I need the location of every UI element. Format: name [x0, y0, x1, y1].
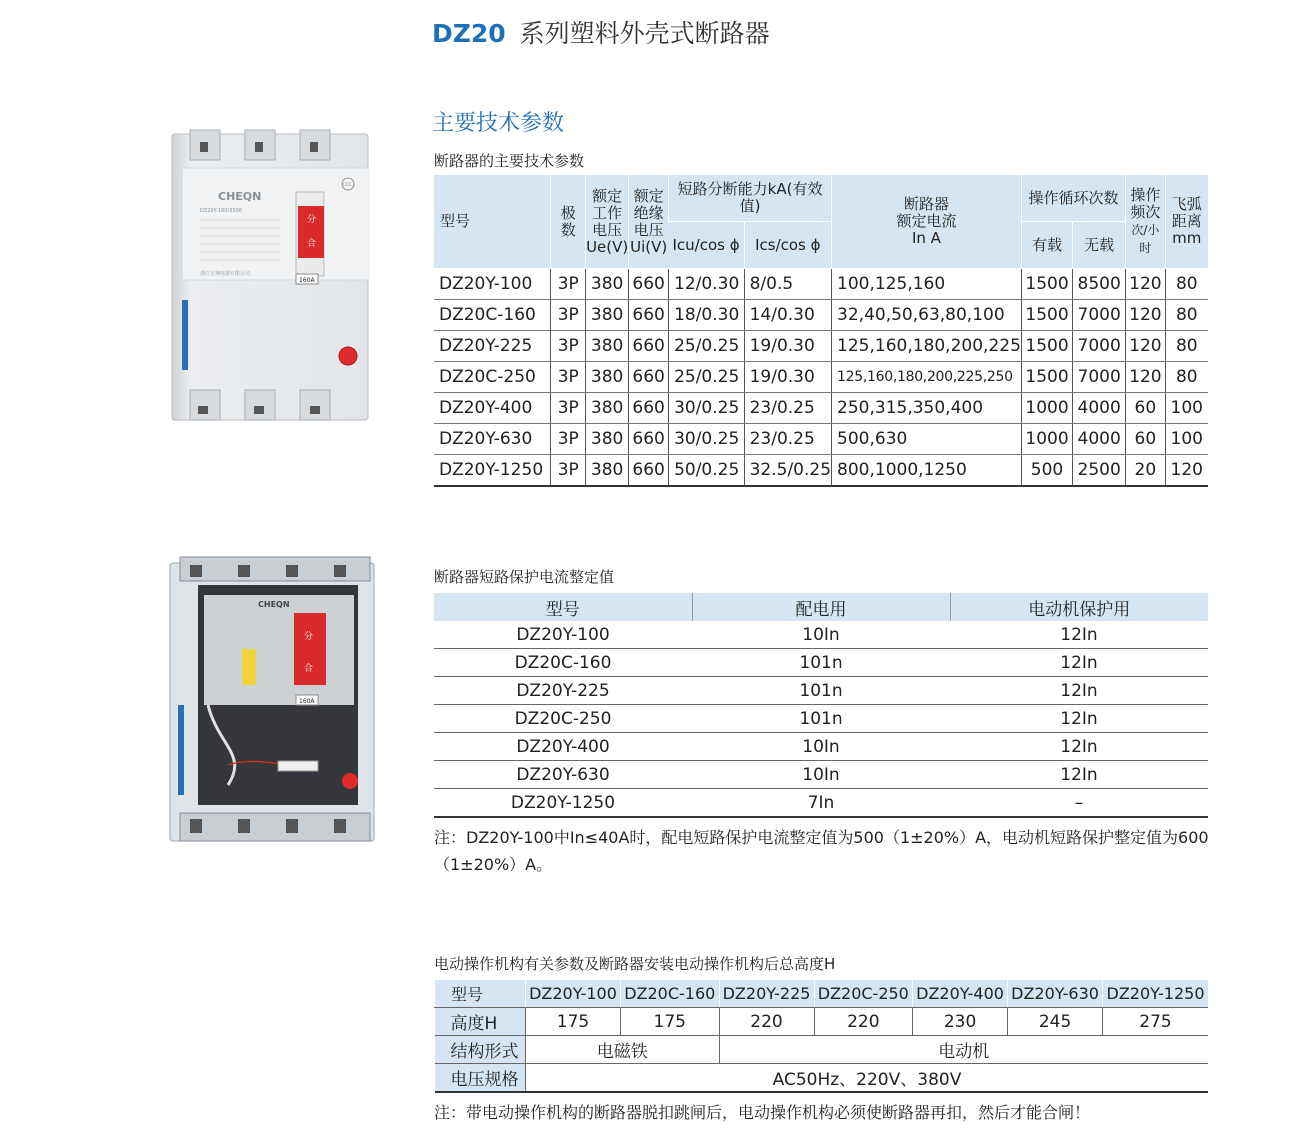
table-cell: DZ20Y-225: [434, 677, 692, 705]
table3-note: 注：带电动操作机构的断路器脱扣跳闸后，电动操作机构必须使断路器再扣，然后才能合闸！: [434, 1103, 1091, 1122]
model-cell: DZ20Y-1250: [1103, 980, 1208, 1008]
table-cell: 250,315,350,400: [832, 393, 1022, 424]
header-freq: 操作 频次 次/小时: [1126, 175, 1165, 269]
svg-text:分: 分: [304, 632, 314, 642]
table-cell: 100,125,160: [832, 269, 1022, 300]
svg-text:浙江正翔电器有限公司: 浙江正翔电器有限公司: [200, 271, 251, 277]
svg-text:DZ20Y-160/3300: DZ20Y-160/3300: [200, 208, 242, 214]
title-code: DZ20: [432, 19, 506, 48]
table-cell: 660: [629, 362, 669, 393]
short-circuit-setting-body: [434, 621, 1208, 817]
table-row: [434, 424, 1208, 455]
table-cell: 32,40,50,63,80,100: [832, 300, 1022, 331]
short-circuit-setting-table: [434, 593, 1208, 818]
table-cell: 7000: [1073, 331, 1126, 362]
table-cell: 120: [1126, 300, 1165, 331]
table-row: [434, 621, 1208, 649]
table-cell: DZ20Y-100: [434, 621, 692, 649]
model-row: 型号 DZ20Y-100 DZ20C-160 DZ20Y-225 DZ20C-250 DZ20Y-400 DZ20Y-630 DZ20Y-1250: [435, 980, 1209, 1008]
table-cell: 2500: [1073, 455, 1126, 487]
header-unloaded: 无载: [1073, 222, 1126, 269]
breaker-transparent-product-image: [168, 555, 376, 845]
table-cell: 7In: [692, 789, 950, 818]
model-cell: DZ20C-160: [621, 980, 720, 1008]
header-cycles: 操作循环次数: [1021, 175, 1125, 222]
table-row: [434, 331, 1208, 362]
table-row: [434, 393, 1208, 424]
table-cell: 7000: [1073, 300, 1126, 331]
table-cell: 660: [629, 331, 669, 362]
trip-button-icon: [339, 347, 357, 365]
table-cell: 120: [1165, 455, 1208, 487]
table-cell: 500,630: [832, 424, 1022, 455]
table-cell: DZ20C-160: [434, 649, 692, 677]
table-cell: 20: [1126, 455, 1165, 487]
svg-text:160A: 160A: [299, 698, 315, 705]
svg-text:合: 合: [304, 664, 314, 674]
height-cell: 175: [621, 1008, 720, 1036]
svg-text:CCC: CCC: [343, 182, 352, 187]
table-cell: 380: [586, 331, 629, 362]
table-cell: 380: [586, 362, 629, 393]
table-row: [434, 677, 1208, 705]
table-cell: 12In: [950, 761, 1208, 789]
table-cell: 3P: [551, 424, 586, 455]
table-cell: 8500: [1073, 269, 1126, 300]
height-row: 高度H 175 175 220 220 230 245 275: [435, 1008, 1209, 1036]
table-cell: 101n: [692, 649, 950, 677]
height-cell: 230: [913, 1008, 1008, 1036]
table-cell: 25/0.25: [669, 331, 745, 362]
model-cell: DZ20Y-400: [913, 980, 1008, 1008]
table-cell: 660: [629, 424, 669, 455]
header-poles: 极 数: [551, 175, 586, 269]
table-cell: DZ20Y-1250: [434, 455, 551, 487]
table-cell: 101n: [692, 677, 950, 705]
table-cell: 3P: [551, 393, 586, 424]
table-cell: 60: [1126, 393, 1165, 424]
model-cell: DZ20C-250: [814, 980, 913, 1008]
height-cell: 245: [1008, 1008, 1103, 1036]
table-cell: 80: [1165, 300, 1208, 331]
table2-note: 注：DZ20Y-100中In≤40A时，配电短路保护电流整定值为500（1±20%）A，电动机短路保护整定值为600（1±20%）A。: [434, 828, 1209, 874]
svg-text:分: 分: [307, 215, 317, 225]
height-cell: 175: [526, 1008, 621, 1036]
table-cell: DZ20C-250: [434, 362, 551, 393]
table3-caption: 电动操作机构有关参数及断路器安装电动操作机构后总高度H: [434, 955, 836, 973]
table-cell: 380: [586, 300, 629, 331]
table-cell: 1500: [1021, 331, 1072, 362]
model-cell: DZ20Y-630: [1008, 980, 1103, 1008]
table-cell: 660: [629, 269, 669, 300]
table-cell: 80: [1165, 331, 1208, 362]
table-cell: DZ20C-160: [434, 300, 551, 331]
section-heading: 主要技术参数: [432, 111, 565, 136]
table-cell: 380: [586, 455, 629, 487]
header-model: 型号: [434, 175, 551, 269]
table-cell: 3P: [551, 269, 586, 300]
header-model-2: 型号: [434, 593, 692, 621]
structure-row: 结构形式 电磁铁 电动机: [435, 1036, 1209, 1064]
table-cell: 101n: [692, 705, 950, 733]
table-cell: 4000: [1073, 393, 1126, 424]
table-cell: 660: [629, 393, 669, 424]
table-cell: 80: [1165, 269, 1208, 300]
table-cell: DZ20Y-630: [434, 761, 692, 789]
table-cell: 10In: [692, 761, 950, 789]
table-cell: 125,160,180,200,225,250: [832, 362, 1022, 393]
table-cell: 3P: [551, 331, 586, 362]
table-cell: 25/0.25: [669, 362, 745, 393]
table-cell: DZ20C-250: [434, 705, 692, 733]
title-text: 系列塑料外壳式断路器: [519, 19, 770, 48]
header-motor: 电动机保护用: [950, 593, 1208, 621]
table-cell: 30/0.25: [669, 424, 745, 455]
breaker-product-image: [170, 128, 370, 424]
table-cell: 12In: [950, 621, 1208, 649]
table-row: [434, 455, 1208, 487]
trip-button-icon-2: [342, 773, 358, 789]
height-cell: 220: [814, 1008, 913, 1036]
header-breaking: 短路分断能力kA(有效值): [669, 175, 832, 222]
table-row: [434, 269, 1208, 300]
table-cell: 80: [1165, 362, 1208, 393]
table-cell: 12In: [950, 649, 1208, 677]
motor-operator-table: [434, 980, 1208, 1093]
table-cell: DZ20Y-1250: [434, 789, 692, 818]
table-cell: 1500: [1021, 362, 1072, 393]
header-ics: Ics/cos ϕ: [744, 222, 831, 269]
table-cell: DZ20Y-400: [434, 393, 551, 424]
table-cell: 19/0.30: [744, 362, 831, 393]
table-cell: 1500: [1021, 269, 1072, 300]
header-distribution: 配电用: [692, 593, 950, 621]
table-cell: 32.5/0.25: [744, 455, 831, 487]
table-cell: 1500: [1021, 300, 1072, 331]
table-cell: 660: [629, 455, 669, 487]
svg-text:160A: 160A: [299, 277, 315, 284]
table-cell: 18/0.30: [669, 300, 745, 331]
voltage-value: AC50Hz、220V、380V: [526, 1064, 1209, 1093]
table-row: [434, 733, 1208, 761]
table-row: [434, 761, 1208, 789]
table-cell: 4000: [1073, 424, 1126, 455]
table-cell: 100: [1165, 393, 1208, 424]
table-cell: 12In: [950, 677, 1208, 705]
table-cell: 3P: [551, 455, 586, 487]
table-cell: 3P: [551, 362, 586, 393]
table-cell: 10In: [692, 733, 950, 761]
main-params-body: [434, 269, 1208, 487]
table-cell: 3P: [551, 300, 586, 331]
table-cell: 12In: [950, 733, 1208, 761]
voltage-row: 电压规格 AC50Hz、220V、380V: [435, 1064, 1209, 1093]
header-icu: Icu/cos ϕ: [669, 222, 745, 269]
table-cell: 23/0.25: [744, 424, 831, 455]
breaker-handle: [298, 206, 324, 258]
table-cell: DZ20Y-630: [434, 424, 551, 455]
table-row: [434, 649, 1208, 677]
table-cell: –: [950, 789, 1208, 818]
structure-electromagnet: 电磁铁: [526, 1036, 720, 1064]
page-title: [432, 14, 770, 50]
table-cell: 23/0.25: [744, 393, 831, 424]
table-cell: 125,160,180,200,225: [832, 331, 1022, 362]
table-cell: 12In: [950, 705, 1208, 733]
table-cell: DZ20Y-100: [434, 269, 551, 300]
breaker-handle-2: [294, 613, 326, 685]
brand-label-2: CHEQN: [258, 600, 290, 609]
main-params-table: [434, 175, 1208, 487]
table-row: [434, 362, 1208, 393]
table-cell: 660: [629, 300, 669, 331]
table-cell: 8/0.5: [744, 269, 831, 300]
table-cell: 120: [1126, 362, 1165, 393]
header-arc: 飞弧 距离 mm: [1165, 175, 1208, 269]
table-cell: 100: [1165, 424, 1208, 455]
header-loaded: 有载: [1021, 222, 1072, 269]
table-cell: 14/0.30: [744, 300, 831, 331]
brand-label: CHEQN: [218, 190, 262, 203]
table-cell: 800,1000,1250: [832, 455, 1022, 487]
table-row: [434, 789, 1208, 818]
table-cell: DZ20Y-400: [434, 733, 692, 761]
table-cell: 380: [586, 269, 629, 300]
structure-motor: 电动机: [719, 1036, 1208, 1064]
table-cell: DZ20Y-225: [434, 331, 551, 362]
table-row: [434, 705, 1208, 733]
table2-caption: 断路器短路保护电流整定值: [434, 568, 615, 586]
table-cell: 120: [1126, 269, 1165, 300]
table-cell: 120: [1126, 331, 1165, 362]
header-in: 断路器 额定电流 In A: [832, 175, 1022, 269]
header-ue: 额定 工作 电压 Ue(V): [586, 175, 629, 269]
table1-caption: 断路器的主要技术参数: [434, 152, 585, 170]
table-cell: 7000: [1073, 362, 1126, 393]
table-cell: 500: [1021, 455, 1072, 487]
table-cell: 1000: [1021, 393, 1072, 424]
table-row: [434, 300, 1208, 331]
header-ui: 额定 绝缘 电压 Ui(V): [629, 175, 669, 269]
table-cell: 10In: [692, 621, 950, 649]
model-cell: DZ20Y-225: [719, 980, 814, 1008]
model-cell: DZ20Y-100: [526, 980, 621, 1008]
table-cell: 380: [586, 393, 629, 424]
table-cell: 380: [586, 424, 629, 455]
table-cell: 60: [1126, 424, 1165, 455]
table-cell: 19/0.30: [744, 331, 831, 362]
height-cell: 275: [1103, 1008, 1208, 1036]
table-cell: 50/0.25: [669, 455, 745, 487]
table-cell: 12/0.30: [669, 269, 745, 300]
svg-text:合: 合: [307, 239, 317, 249]
height-cell: 220: [719, 1008, 814, 1036]
table-cell: 30/0.25: [669, 393, 745, 424]
table-cell: 1000: [1021, 424, 1072, 455]
